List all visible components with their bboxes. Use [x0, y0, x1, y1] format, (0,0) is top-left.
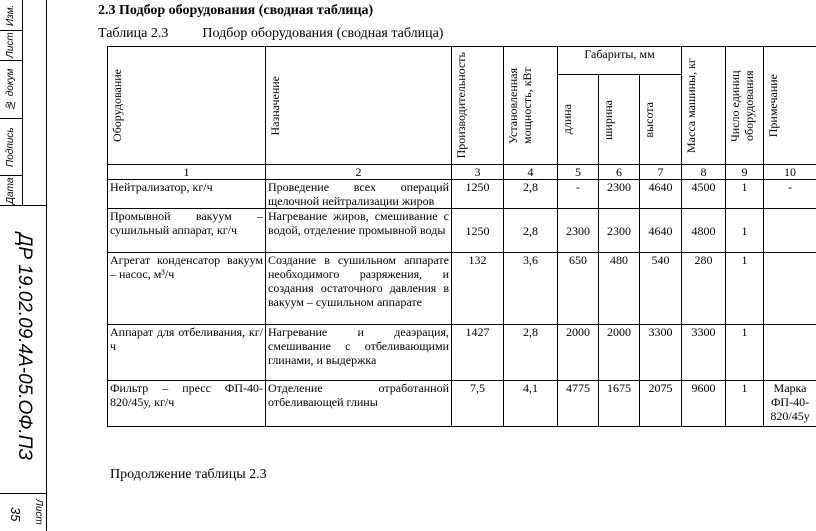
cell-units: 1: [726, 209, 764, 253]
column-number: 4: [504, 165, 558, 180]
header-dimensions: Габариты, мм: [558, 47, 682, 75]
cell-purpose: Проведение всех операций щелочной нейтрализации жиров: [266, 180, 452, 209]
cell-purpose: Отделение отработанной отбеливающей глины: [266, 381, 452, 427]
header-width: ширина: [599, 75, 640, 165]
cell-units: 1: [726, 253, 764, 325]
stamp-divider: [0, 175, 22, 176]
table-caption: [98, 26, 443, 42]
sheet-label: Лист: [33, 499, 44, 525]
cell-mass: 9600: [682, 381, 726, 427]
cell-units: 1: [726, 180, 764, 209]
table-continuation: Продолжение таблицы 2.3: [110, 467, 267, 482]
cell-height: 4640: [640, 180, 682, 209]
cell-width: 480: [599, 253, 640, 325]
column-number: 8: [682, 165, 726, 180]
column-number: 5: [558, 165, 599, 180]
header-mass: Масса машины, кг: [682, 47, 726, 165]
cell-productivity: 7,5: [452, 381, 504, 427]
cell-length: 650: [558, 253, 599, 325]
column-number: 9: [726, 165, 764, 180]
cell-note: Марка ФП-40-820/45у: [764, 381, 816, 427]
cell-equipment: Нейтрализатор, кг/ч: [108, 180, 266, 209]
stamp-divider: [0, 30, 22, 31]
header-equipment: Оборудование: [108, 47, 266, 165]
cell-length: 2000: [558, 325, 599, 381]
stamp-divider: [0, 493, 46, 494]
cell-power: 2,8: [504, 180, 558, 209]
cell-note: [764, 253, 816, 325]
cell-height: 2075: [640, 381, 682, 427]
cell-height: 4640: [640, 209, 682, 253]
header-units: Число единиц оборудования: [726, 47, 764, 165]
cell-mass: 3300: [682, 325, 726, 381]
header-length: длина: [558, 75, 599, 165]
table-number: Таблица 2.3: [98, 26, 169, 41]
cell-length: 2300: [558, 209, 599, 253]
column-number: 10: [764, 165, 816, 180]
cell-width: 1675: [599, 381, 640, 427]
stamp-izm-label: Изм.: [5, 4, 16, 27]
header-note: Примечание: [764, 47, 816, 165]
cell-productivity: 132: [452, 253, 504, 325]
cell-note: [764, 325, 816, 381]
cell-equipment: Агрегат конденсатор вакуум – насос, м³/ч: [108, 253, 266, 325]
column-number: 1: [108, 165, 266, 180]
header-productivity: Производительность: [452, 47, 504, 165]
cell-purpose: Нагревание жиров, смешивание с водой, отделение промывной воды: [266, 209, 452, 253]
section-heading: 2.3 Подбор оборудования (сводная таблица): [98, 3, 374, 18]
cell-height: 540: [640, 253, 682, 325]
cell-height: 3300: [640, 325, 682, 381]
equipment-table: [107, 46, 816, 427]
cell-purpose: Создание в сушильном аппарате необходимого разряжения, и создания остаточного давления в вакуум – сушильном аппарате: [266, 253, 452, 325]
cell-length: -: [558, 180, 599, 209]
cell-length: 4775: [558, 381, 599, 427]
header-purpose: Назначение: [266, 47, 452, 165]
header-power: Установленная мощность, кВт: [504, 47, 558, 165]
cell-mass: 4500: [682, 180, 726, 209]
table-row: [108, 253, 816, 325]
stamp-list-label: Лист: [5, 32, 16, 59]
stamp-date-label: Дата: [5, 177, 16, 204]
table-row: [108, 209, 816, 253]
stamp-strip: [0, 0, 47, 531]
cell-productivity: 1250: [452, 180, 504, 209]
stamp-doc-num-label: № докум: [5, 68, 16, 111]
column-number: 6: [599, 165, 640, 180]
table-row: [108, 381, 816, 427]
stamp-divider: [0, 118, 22, 119]
column-number: 2: [266, 165, 452, 180]
cell-units: 1: [726, 381, 764, 427]
cell-power: 4,1: [504, 381, 558, 427]
cell-width: 2300: [599, 180, 640, 209]
cell-mass: 4800: [682, 209, 726, 253]
cell-note: [764, 209, 816, 253]
table-title: Подбор оборудования (сводная таблица): [202, 26, 444, 41]
column-number-row: [108, 165, 816, 180]
cell-power: 2,8: [504, 325, 558, 381]
cell-mass: 280: [682, 253, 726, 325]
column-number: 3: [452, 165, 504, 180]
stamp-signature-label: Подпись: [5, 127, 16, 167]
cell-units: 1: [726, 325, 764, 381]
cell-productivity: 1427: [452, 325, 504, 381]
stamp-divider: [0, 205, 46, 206]
cell-width: 2000: [599, 325, 640, 381]
cell-equipment: Фильтр – пресс ФП-40-820/45у, кг/ч: [108, 381, 266, 427]
table-row: [108, 325, 816, 381]
sheet-number: 35: [8, 506, 23, 522]
cell-width: 2300: [599, 209, 640, 253]
cell-note: -: [764, 180, 816, 209]
table-row: [108, 180, 816, 209]
cell-equipment: Аппарат для отбеливания, кг/ч: [108, 325, 266, 381]
header-height: высота: [640, 75, 682, 165]
column-number: 7: [640, 165, 682, 180]
cell-purpose: Нагревание и деаэрация, смешивание с отбеливающими глинами, и выдержка: [266, 325, 452, 381]
document-code: ДР 19.02.09.4А-05.ОФ.ПЗ: [14, 233, 35, 461]
stamp-divider: [0, 60, 22, 61]
cell-power: 2,8: [504, 209, 558, 253]
cell-productivity: 1250: [452, 209, 504, 253]
cell-equipment: Промывной вакуум – сушильный аппарат, кг/ч: [108, 209, 266, 253]
cell-power: 3,6: [504, 253, 558, 325]
